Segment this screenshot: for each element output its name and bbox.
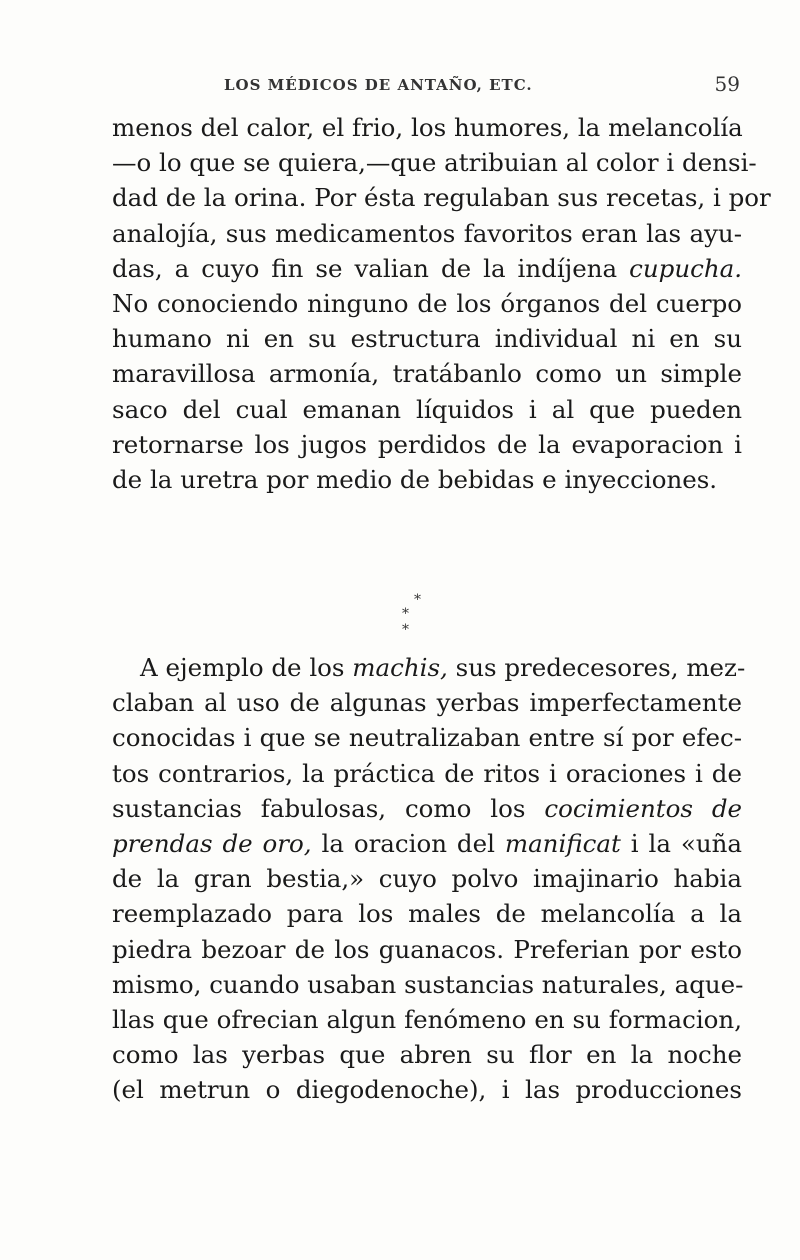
- asterisks-bottom: * *: [402, 606, 419, 638]
- text-line: conocidas i que se neutralizaban entre sí por efec-: [112, 723, 742, 753]
- text-line: tos contrarios, la práctica de ritos i oraciones i de: [112, 758, 742, 788]
- text-segment: i la «uña: [620, 829, 742, 859]
- italic-term-cupucha: cupucha.: [629, 253, 742, 283]
- paragraph-2: [112, 650, 746, 1108]
- text-line: [112, 826, 742, 861]
- paragraph-1: [112, 110, 771, 497]
- italic-term-prendas: prendas de oro,: [112, 829, 312, 859]
- text-line: reemplazado para los males de melancolía a la: [112, 899, 742, 929]
- text-line: como las yerbas que abren su flor en la noche: [112, 1040, 742, 1070]
- text-segment: sus predecesores, mez-: [447, 653, 746, 682]
- text-line: analojía, sus medicamentos favoritos eran las ayu-: [112, 218, 742, 248]
- text-line: [112, 251, 742, 286]
- text-line: piedra bezoar de los guanacos. Preferian por esto: [112, 934, 742, 964]
- italic-term-machis: machis,: [352, 653, 448, 682]
- page-number: 59: [714, 72, 740, 96]
- text-line: de la gran bestia,» cuyo polvo imajinario habia: [112, 864, 742, 894]
- header-title: LOS MÉDICOS DE ANTAÑO, ETC.: [224, 76, 533, 94]
- asterisk-top: *: [414, 592, 421, 608]
- text-line: [112, 791, 742, 826]
- text-line: No conociendo ninguno de los órganos del cuerpo: [112, 289, 742, 319]
- text-line: dad de la orina. Por ésta regulaban sus recetas, i por: [112, 183, 771, 213]
- text-line: saco del cual emanan líquidos i al que pueden: [112, 394, 742, 424]
- text-line: llas que ofrecian algun fenómeno en su formacion,: [112, 1005, 742, 1035]
- text-segment: sustancias fabulosas, como los: [112, 793, 545, 823]
- text-line: humano ni en su estructura individual ni en su: [112, 324, 742, 354]
- text-line: —o lo que se quiera,—que atribuian al color i densi-: [112, 148, 757, 178]
- text-line: (el metrun o diegodenoche), i las producciones: [112, 1075, 742, 1105]
- text-segment: A ejemplo de los: [140, 653, 353, 682]
- text-line: claban al uso de algunas yerbas imperfectamente: [112, 688, 742, 718]
- text-segment: das, a cuyo fin se valian de la indíjena: [112, 253, 630, 283]
- section-separator: [402, 592, 442, 638]
- text-line: [112, 650, 746, 685]
- text-segment: la oracion del: [311, 829, 505, 859]
- text-line: de la uretra por medio de bebidas e inyecciones.: [112, 465, 718, 495]
- text-line: menos del calor, el frio, los humores, la melancolía: [112, 113, 743, 142]
- running-header: [112, 72, 740, 102]
- italic-term-manificat: manificat: [504, 829, 621, 859]
- text-line: retornarse los jugos perdidos de la evaporacion i: [112, 429, 742, 459]
- italic-term-cocimientos: cocimientos de: [544, 793, 743, 823]
- text-line: maravillosa armonía, tratábanlo como un simple: [112, 359, 742, 389]
- text-line: mismo, cuando usaban sustancias naturales, aque-: [112, 969, 744, 999]
